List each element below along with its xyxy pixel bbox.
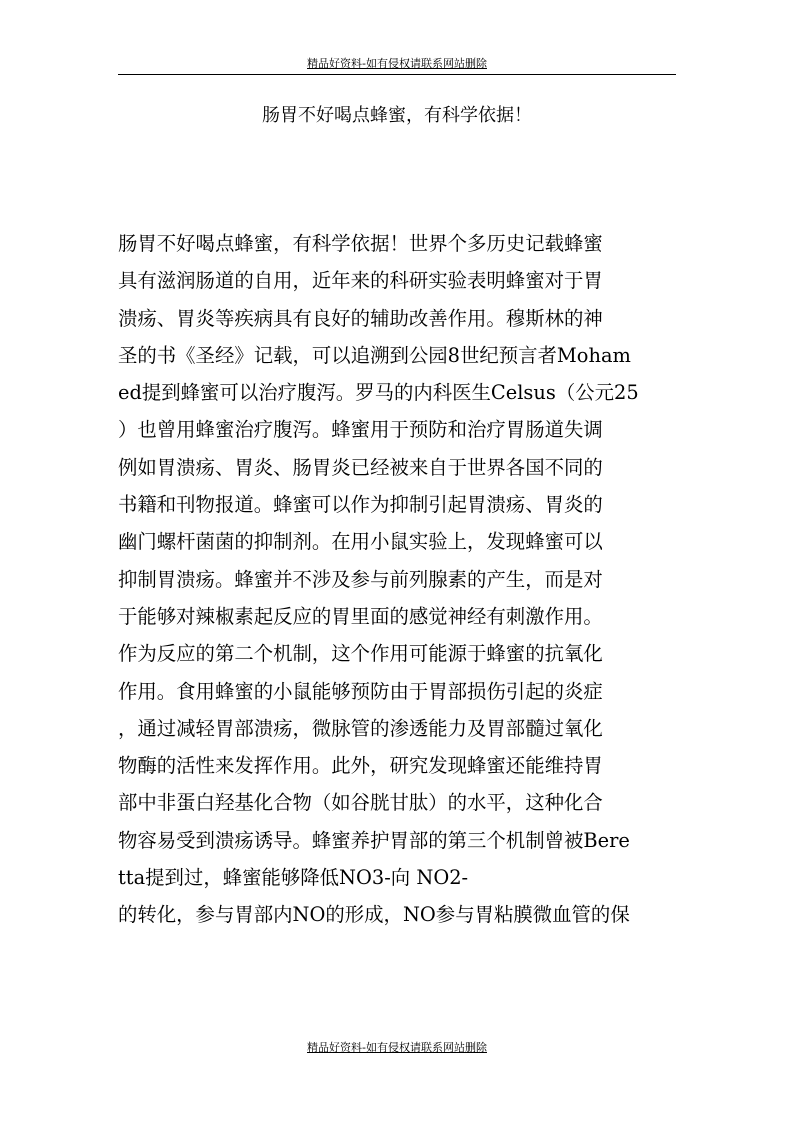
body-line: 书籍和刊物报道。蜂蜜可以作为抑制引起胃溃疡、胃炎的 bbox=[118, 493, 603, 517]
body-line: 溃疡、胃炎等疾病具有良好的辅助改善作用。穆斯林的神 bbox=[118, 306, 603, 330]
body-line: 抑制胃溃疡。蜂蜜并不涉及参与前列腺素的产生，而是对 bbox=[118, 567, 603, 591]
page-footer: 精品好资料-如有侵权请联系网站删除 bbox=[307, 1041, 487, 1054]
body-line: 物容易受到溃疡诱导。蜂蜜养护胃部的第三个机制曾被Bere bbox=[118, 828, 630, 852]
body-line: 具有滋润肠道的自用，近年来的科研实验表明蜂蜜对于胃 bbox=[118, 269, 603, 293]
body-line: tta提到过，蜂蜜能够降低NO3-向 NO2- bbox=[118, 866, 469, 890]
body-line: 圣的书《圣经》记载，可以追溯到公园8世纪预言者Moham bbox=[118, 343, 631, 367]
body-line: ，通过减轻胃部溃疡，微脉管的渗透能力及胃部髓过氧化 bbox=[118, 716, 603, 740]
page-header: 精品好资料-如有侵权请联系网站删除 bbox=[307, 57, 487, 70]
body-line: 物酶的活性来发挥作用。此外，研究发现蜂蜜还能维持胃 bbox=[118, 754, 603, 778]
body-line: 作用。食用蜂蜜的小鼠能够预防由于胃部损伤引起的炎症 bbox=[118, 679, 603, 703]
body-line: 部中非蛋白羟基化合物（如谷胱甘肽）的水平，这种化合 bbox=[118, 791, 603, 815]
header-rule bbox=[118, 74, 676, 75]
body-line: ）也曾用蜂蜜治疗腹泻。蜂蜜用于预防和治疗胃肠道失调 bbox=[118, 418, 603, 442]
body-line: ed提到蜂蜜可以治疗腹泻。罗马的内科医生Celsus（公元25 bbox=[118, 381, 639, 405]
body-line: 作为反应的第二个机制，这个作用可能源于蜂蜜的抗氧化 bbox=[118, 642, 603, 666]
body-line: 幽门螺杆菌菌的抑制剂。在用小鼠实验上，发现蜂蜜可以 bbox=[118, 530, 603, 554]
document-title: 肠胃不好喝点蜂蜜，有科学依据！ bbox=[262, 105, 532, 126]
body-line: 的转化，参与胃部内NO的形成，NO参与胃粘膜微血管的保 bbox=[118, 903, 630, 927]
body-line: 肠胃不好喝点蜂蜜，有科学依据！世界个多历史记载蜂蜜 bbox=[118, 232, 603, 255]
body-line: 例如胃溃疡、胃炎、肠胃炎已经被来自于世界各国不同的 bbox=[118, 455, 603, 479]
body-line: 于能够对辣椒素起反应的胃里面的感觉神经有刺激作用。 bbox=[118, 604, 603, 628]
body-text bbox=[118, 225, 674, 934]
